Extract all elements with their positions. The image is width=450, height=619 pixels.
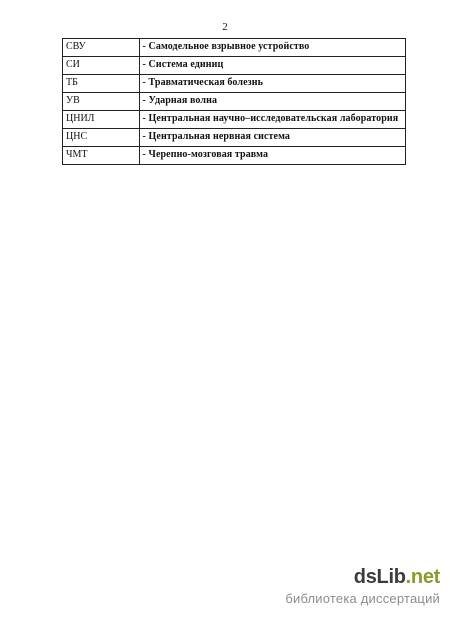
- table-row: [63, 39, 406, 57]
- meaning-cell: - Центральная научно–исследовательская лаборатория: [139, 111, 406, 129]
- meaning-cell: - Травматическая болезнь: [139, 75, 406, 93]
- watermark-subtitle: библиотека диссертаций: [285, 591, 440, 606]
- meaning-cell: - Центральная нервная система: [139, 129, 406, 147]
- dslib-watermark: [240, 566, 440, 606]
- abbreviation-cell: УВ: [63, 93, 140, 111]
- table-row: [63, 75, 406, 93]
- logo-ds-text: ds: [353, 566, 377, 588]
- table-row: [63, 111, 406, 129]
- abbreviation-cell: СИ: [63, 57, 140, 75]
- dslib-logo: [240, 566, 440, 588]
- abbreviations-table-body: [63, 39, 406, 165]
- logo-lib-text: Lib: [376, 566, 406, 588]
- meaning-cell: - Система единиц: [139, 57, 406, 75]
- table-row: [63, 147, 406, 165]
- meaning-cell: - Черепно-мозговая травма: [139, 147, 406, 165]
- abbreviation-cell: ТБ: [63, 75, 140, 93]
- page-number: 2: [222, 21, 228, 33]
- logo-net-text: .net: [405, 566, 440, 588]
- meaning-cell: - Самодельное взрывное устройство: [139, 39, 406, 57]
- table-row: [63, 57, 406, 75]
- abbreviation-cell: СВУ: [63, 39, 140, 57]
- abbreviation-cell: ЧМТ: [63, 147, 140, 165]
- table-row: [63, 129, 406, 147]
- abbreviation-cell: ЦНИЛ: [63, 111, 140, 129]
- abbreviation-cell: ЦНС: [63, 129, 140, 147]
- abbreviations-table: [62, 38, 406, 165]
- meaning-cell: - Ударная волна: [139, 93, 406, 111]
- table-row: [63, 93, 406, 111]
